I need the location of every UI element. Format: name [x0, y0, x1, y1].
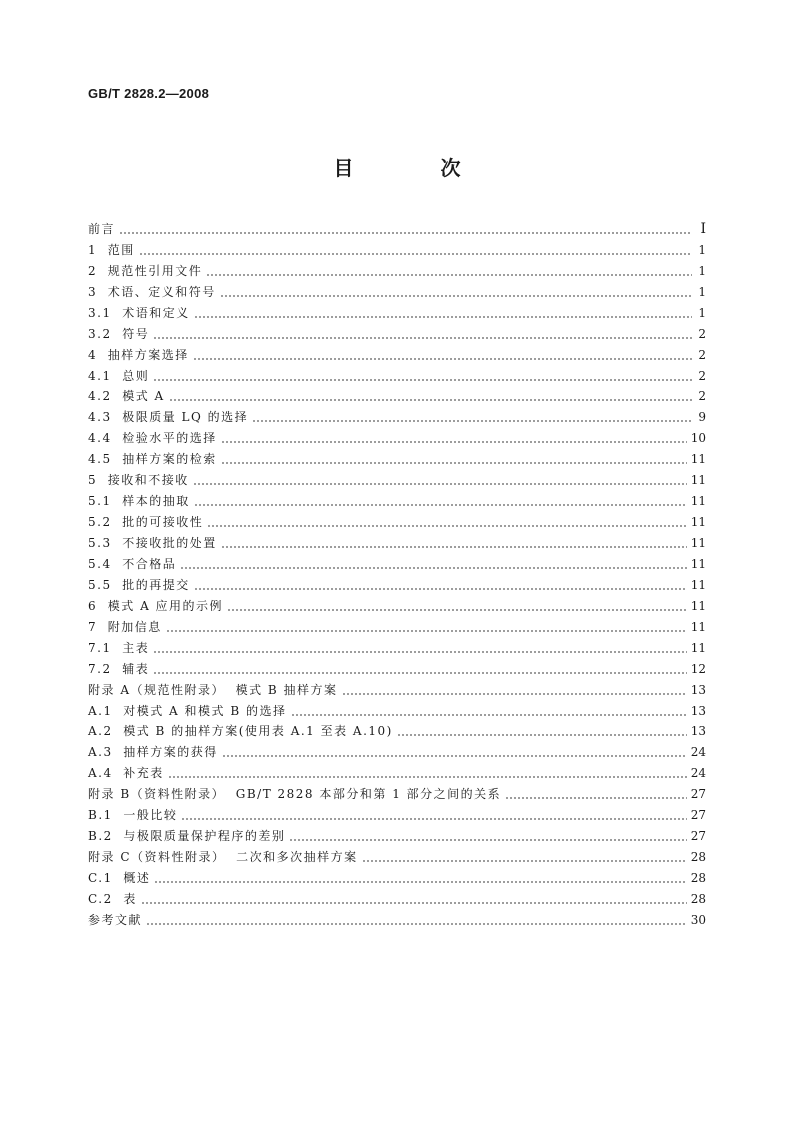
toc-entry[interactable] [88, 386, 706, 407]
toc-entry-label: 5.4 不合格品 [88, 556, 177, 571]
toc-entry-page: 2 [698, 368, 706, 383]
toc-entry-page: 11 [690, 640, 706, 655]
toc-entry-label: 附录 C（资料性附录） 二次和多次抽样方案 [88, 850, 358, 865]
toc-entry-page: 13 [690, 724, 706, 739]
toc-entry[interactable] [88, 867, 706, 888]
toc-entry-label: A.3 抽样方案的获得 [88, 745, 218, 760]
toc-entry[interactable] [88, 574, 706, 595]
toc-entry-page: 11 [690, 536, 706, 550]
dot-leader [220, 282, 692, 302]
toc-entry[interactable] [88, 406, 706, 427]
toc-entry-label: B.2 与极限质量保护程序的差别 [88, 829, 286, 844]
dot-leader [206, 261, 692, 281]
toc-entry-label: 4.1 总则 [88, 368, 150, 383]
toc-entry[interactable] [88, 846, 706, 867]
toc-entry-label: 6 模式 A 应用的示例 [88, 598, 224, 613]
toc-entry-page: 28 [690, 850, 706, 865]
dot-leader [153, 638, 687, 658]
dot-leader [291, 701, 687, 721]
toc-entry-label: 4.5 抽样方案的检索 [88, 452, 217, 467]
toc-entry-label: C.2 表 [88, 891, 137, 906]
dot-leader [221, 533, 687, 553]
toc-entry-label: 5.5 批的再提交 [88, 577, 190, 592]
dot-leader [227, 596, 687, 616]
toc-entry-page: 27 [690, 808, 706, 823]
dot-leader [207, 512, 687, 532]
table-of-contents [88, 218, 706, 930]
toc-entry[interactable] [88, 302, 706, 323]
toc-entry-label: 4.3 极限质量 LQ 的选择 [88, 410, 249, 425]
toc-entry-page: 30 [690, 912, 706, 927]
toc-entry-label: 5.1 样本的抽取 [88, 494, 190, 509]
toc-entry-page: 11 [690, 598, 706, 613]
toc-entry-page: 11 [690, 494, 706, 509]
toc-entry-page: 11 [690, 619, 706, 634]
toc-entry-page: 1 [698, 284, 706, 299]
toc-entry-label: A.2 模式 B 的抽样方案(使用表 A.1 至表 A.10) [88, 724, 393, 739]
toc-entry[interactable] [88, 239, 706, 260]
toc-entry-page: 24 [690, 745, 706, 760]
toc-entry[interactable] [88, 281, 706, 302]
toc-entry-page: 13 [690, 703, 706, 718]
toc-entry[interactable] [88, 218, 706, 239]
toc-entry[interactable] [88, 804, 706, 825]
toc-entry-page: 28 [690, 871, 706, 885]
dot-leader [342, 680, 687, 700]
dot-leader [146, 910, 687, 930]
toc-entry[interactable] [88, 260, 706, 281]
toc-entry-label: 5.2 批的可接收性 [88, 515, 204, 530]
dot-leader [397, 721, 687, 741]
toc-entry[interactable] [88, 323, 706, 344]
toc-entry-label: 3.1 术语和定义 [88, 305, 190, 320]
toc-entry[interactable] [88, 825, 706, 846]
toc-entry-label: 3 术语、定义和符号 [88, 284, 216, 299]
toc-entry[interactable] [88, 658, 706, 679]
toc-entry-label: 4.4 检验水平的选择 [88, 431, 217, 446]
dot-leader [193, 470, 687, 490]
toc-entry[interactable] [88, 637, 706, 658]
toc-entry[interactable] [88, 448, 706, 469]
toc-entry-page: 12 [690, 661, 706, 676]
dot-leader [505, 784, 687, 804]
toc-entry[interactable] [88, 511, 706, 532]
toc-entry[interactable] [88, 783, 706, 804]
toc-entry-page: 27 [690, 829, 706, 844]
toc-entry-label: 7.1 主表 [88, 640, 150, 655]
toc-entry[interactable] [88, 595, 706, 616]
toc-entry-page: 1 [698, 263, 706, 278]
toc-entry[interactable] [88, 616, 706, 637]
toc-entry-label: A.4 补充表 [88, 766, 164, 781]
dot-leader [194, 303, 692, 323]
toc-entry-page: 2 [698, 326, 706, 341]
toc-entry-page: 13 [690, 682, 706, 697]
dot-leader [141, 889, 687, 909]
dot-leader [289, 826, 686, 846]
toc-entry-label: 5.3 不接收批的处置 [88, 536, 217, 550]
dot-leader [153, 324, 692, 344]
toc-entry-label: 3.2 符号 [88, 326, 150, 341]
toc-entry-label: 1 范围 [88, 242, 135, 257]
toc-entry-label: 前言 [88, 221, 116, 236]
dot-leader [221, 449, 687, 469]
dot-leader [169, 386, 692, 406]
toc-entry-page: 10 [690, 431, 706, 446]
toc-entry[interactable] [88, 721, 706, 742]
dot-leader [194, 491, 687, 511]
toc-entry-page: 11 [690, 452, 706, 467]
dot-leader [362, 847, 687, 867]
toc-entry-page: 24 [690, 766, 706, 781]
dot-leader [153, 659, 687, 679]
dot-leader [222, 742, 687, 762]
toc-entry-page: 11 [690, 577, 706, 592]
dot-leader [252, 407, 692, 427]
toc-entry-page: 1 [698, 242, 706, 257]
toc-entry[interactable] [88, 532, 706, 553]
dot-leader [153, 366, 692, 386]
toc-entry[interactable] [88, 553, 706, 574]
toc-entry-page: 11 [690, 556, 706, 571]
toc-entry[interactable] [88, 679, 706, 700]
dot-leader [194, 575, 687, 595]
toc-entry[interactable] [88, 469, 706, 490]
page-title: 目 次 [333, 156, 501, 180]
dot-leader [181, 805, 686, 825]
toc-entry-page: 1 [698, 305, 706, 320]
toc-entry-label: B.1 一般比较 [88, 808, 178, 823]
toc-entry-page: 2 [698, 347, 706, 362]
dot-leader [139, 240, 692, 260]
toc-entry-label: 5 接收和不接收 [88, 473, 189, 488]
toc-entry-page: I [700, 220, 706, 237]
toc-entry[interactable] [88, 427, 706, 448]
toc-entry-label: 2 规范性引用文件 [88, 263, 203, 278]
toc-entry-label: 4 抽样方案选择 [88, 347, 189, 362]
toc-entry-page: 11 [690, 515, 706, 530]
toc-entry[interactable] [88, 888, 706, 909]
dot-leader [154, 868, 686, 888]
dot-leader [119, 219, 692, 239]
toc-entry[interactable] [88, 741, 706, 762]
dot-leader [168, 763, 687, 783]
dot-leader [193, 345, 692, 365]
dot-leader [180, 554, 687, 574]
toc-entry-label: 4.2 模式 A [88, 389, 165, 404]
toc-entry[interactable] [88, 344, 706, 365]
toc-entry-label: 7.2 辅表 [88, 661, 150, 676]
toc-entry-label: C.1 概述 [88, 871, 151, 885]
dot-leader [221, 428, 687, 448]
toc-entry-label: 7 附加信息 [88, 619, 162, 634]
toc-entry-label: 附录 B（资料性附录） GB/T 2828 本部分和第 1 部分之间的关系 [88, 787, 502, 802]
toc-entry[interactable] [88, 365, 706, 386]
dot-leader [166, 617, 687, 637]
toc-entry-page: 11 [690, 473, 706, 488]
toc-entry-page: 27 [690, 787, 706, 802]
toc-entry-page: 9 [698, 410, 706, 425]
toc-entry-label: 参考文献 [88, 912, 143, 927]
toc-entry[interactable] [88, 762, 706, 783]
standard-number: GB/T 2828.2—2008 [88, 86, 210, 101]
toc-entry[interactable] [88, 909, 706, 930]
toc-entry-page: 2 [698, 389, 706, 404]
toc-entry[interactable] [88, 490, 706, 511]
toc-entry-label: 附录 A（规范性附录） 模式 B 抽样方案 [88, 682, 338, 697]
toc-entry[interactable] [88, 700, 706, 721]
toc-entry-page: 28 [690, 891, 706, 906]
toc-entry-label: A.1 对模式 A 和模式 B 的选择 [88, 703, 287, 718]
